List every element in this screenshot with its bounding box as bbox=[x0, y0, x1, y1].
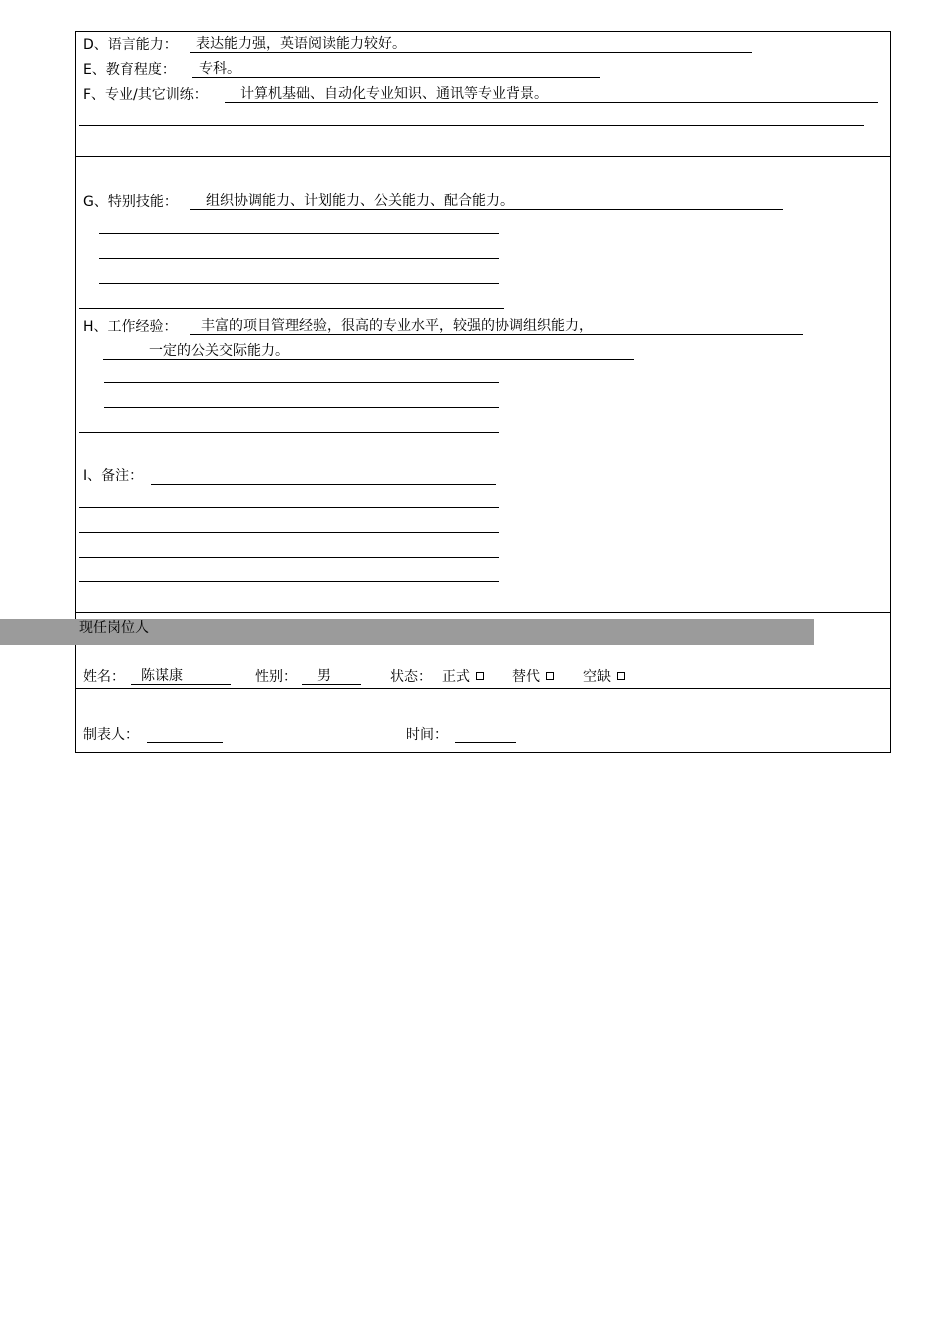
education-value-text: 专科。 bbox=[199, 61, 241, 77]
experience-value-line2 bbox=[103, 343, 634, 360]
remarks-value[interactable] bbox=[151, 467, 496, 485]
language-value-text: 表达能力强，英语阅读能力较好。 bbox=[196, 36, 406, 52]
skills-blank-line-3 bbox=[99, 283, 499, 284]
time-value[interactable] bbox=[455, 725, 516, 743]
experience-label: H、工作经验： bbox=[83, 319, 178, 335]
skills-label: G、特别技能： bbox=[83, 194, 178, 210]
checkbox-icon[interactable] bbox=[476, 672, 484, 680]
table-top-border bbox=[75, 31, 891, 32]
status-option-substitute-label: 替代 bbox=[512, 669, 540, 685]
gender-value-text: 男 bbox=[317, 668, 331, 684]
gender-label: 性别： bbox=[255, 669, 297, 685]
remarks-blank-line-1 bbox=[79, 507, 499, 508]
incumbent-section-title: 现任岗位人 bbox=[79, 620, 149, 636]
experience-blank-line-3 bbox=[79, 432, 499, 433]
experience-value-line2-text: 一定的公关交际能力。 bbox=[149, 343, 289, 359]
status-option-formal[interactable] bbox=[442, 668, 484, 686]
education-value bbox=[192, 61, 600, 78]
table-right-border bbox=[890, 31, 891, 753]
gender-value bbox=[302, 668, 361, 685]
status-option-vacant-label: 空缺 bbox=[583, 669, 611, 685]
remarks-blank-line-3 bbox=[79, 557, 499, 558]
remarks-label: I、备注： bbox=[83, 468, 144, 484]
language-label: D、语言能力： bbox=[83, 37, 178, 53]
skills-blank-line-4 bbox=[79, 308, 504, 309]
table-divider-1 bbox=[75, 156, 891, 157]
status-option-vacant[interactable] bbox=[583, 668, 625, 686]
skills-value-text: 组织协调能力、计划能力、公关能力、配合能力。 bbox=[206, 193, 514, 209]
experience-value-line1-text: 丰富的项目管理经验，很高的专业水平，较强的协调组织能力， bbox=[201, 318, 593, 334]
table-divider-2 bbox=[75, 612, 891, 613]
experience-value-line1 bbox=[190, 318, 803, 335]
preparer-value[interactable] bbox=[147, 725, 223, 743]
remarks-blank-line-4 bbox=[79, 581, 499, 582]
checkbox-icon[interactable] bbox=[617, 672, 625, 680]
status-option-substitute[interactable] bbox=[512, 668, 554, 686]
experience-blank-line-1 bbox=[104, 382, 499, 383]
status-label: 状态： bbox=[390, 669, 432, 685]
name-value-text: 陈谋康 bbox=[141, 668, 183, 684]
name-value bbox=[131, 668, 231, 685]
skills-blank-line-1 bbox=[99, 233, 499, 234]
training-value-text: 计算机基础、自动化专业知识、通讯等专业背景。 bbox=[240, 86, 548, 102]
language-value bbox=[190, 36, 752, 53]
experience-blank-line-2 bbox=[104, 407, 499, 408]
skills-blank-line-2 bbox=[99, 258, 499, 259]
checkbox-icon[interactable] bbox=[546, 672, 554, 680]
training-label: F、专业/其它训练： bbox=[83, 87, 208, 103]
name-label: 姓名： bbox=[83, 669, 125, 685]
preparer-label: 制表人： bbox=[83, 727, 139, 743]
time-label: 时间： bbox=[406, 727, 448, 743]
remarks-blank-line-2 bbox=[79, 532, 499, 533]
table-bottom-border bbox=[75, 752, 891, 753]
table-divider-3 bbox=[75, 688, 891, 689]
training-blank-line bbox=[79, 125, 864, 126]
training-value bbox=[225, 86, 878, 103]
skills-value bbox=[190, 193, 783, 210]
education-label: E、教育程度： bbox=[83, 62, 176, 78]
status-option-formal-label: 正式 bbox=[442, 669, 470, 685]
